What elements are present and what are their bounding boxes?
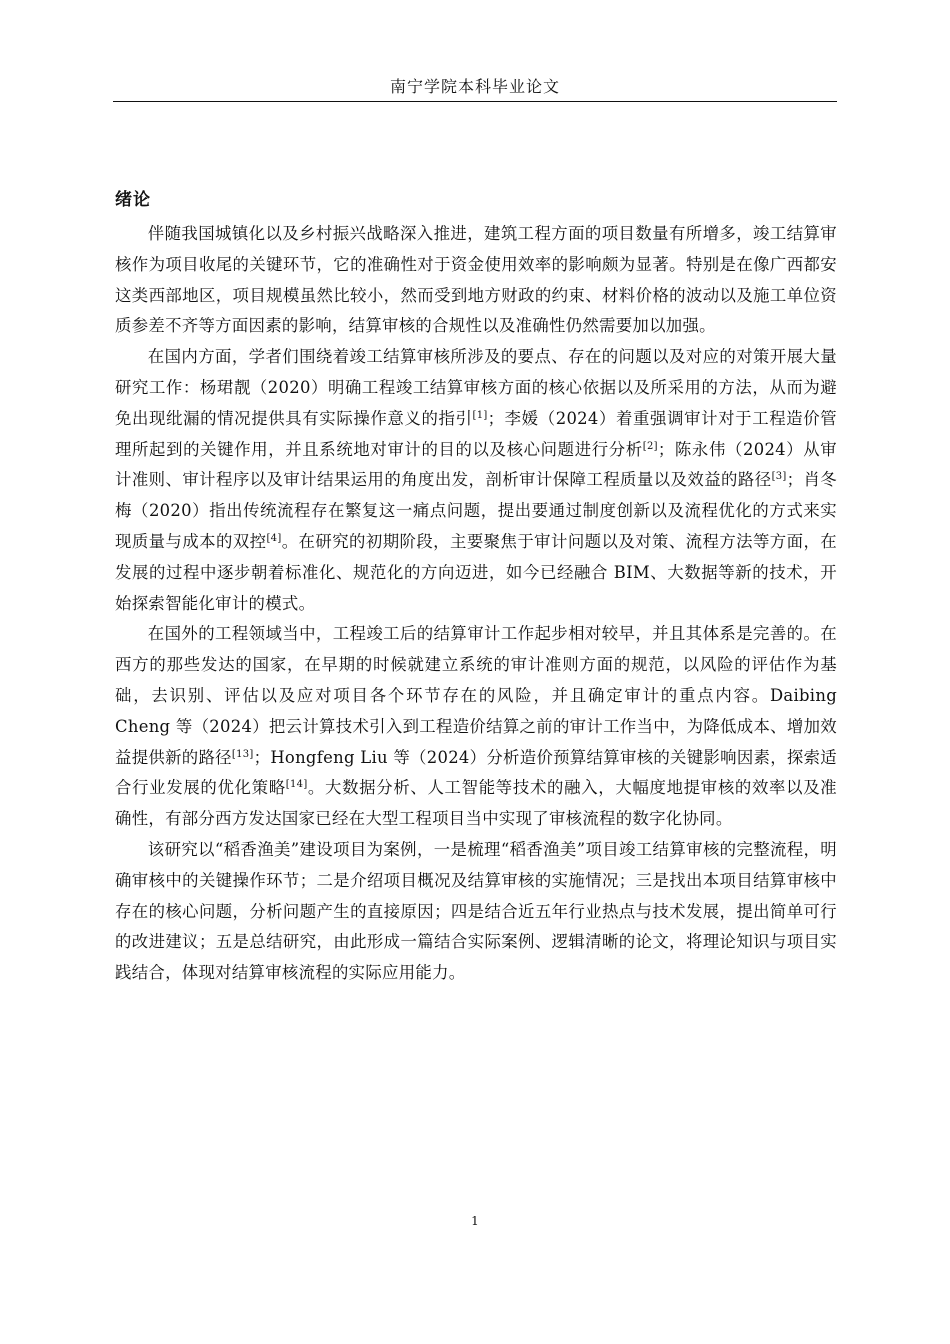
citation-marker: [2]: [642, 440, 658, 452]
paragraph-text: 伴随我国城镇化以及乡村振兴战略深入推进，建筑工程方面的项目数量有所增多，竣工结算审核作为项目收尾的关键环节，它的准确性对于资金使用效率的影响颇为显著。特别是在像广西都安这类西部地区，项目规模虽然比较小，然而受到地方财政的约束、材料价格的波动以及施工单位资质参差不齐等方面因素的影响，结算审核的合规性以及准确性仍然需要加以加强。: [115, 224, 837, 336]
paragraph-text: ；陈永伟（2024）从审计准则、审计程序以及审计结果运用的角度出发，剖析审计保障工程质量以及效益的路径: [115, 439, 837, 490]
paragraph-text: 在国内方面，学者们围绕着竣工结算审核所涉及的要点、存在的问题以及对应的对策开展大量研究工作：杨珺靓（2020）明确工程竣工结算审核方面的核心依据以及所采用的方法，从而为避免出现纰漏的情况提供具有实际操作意义的指引: [115, 347, 837, 428]
page-number: 1: [471, 1214, 479, 1228]
citation-marker: [14]: [285, 779, 308, 791]
citation-marker: [1]: [472, 409, 488, 421]
paragraph-text: 在国外的工程领域当中，工程竣工后的结算审计工作起步相对较早，并且其体系是完善的。在西方的那些发达的国家，在早期的时候就建立系统的审计准则方面的规范，以风险的评估作为基础，去识别、评估以及应对项目各个环节存在的风险，并且确定审计的重点内容。Daibing Cheng 等（2024）把云计算技术引入到工程造价结算之前的审计工作当中，为降低成本、增加效益提供新的路径: [115, 624, 837, 767]
section-heading: 绪论: [115, 190, 151, 210]
paragraph-text: 。在研究的初期阶段，主要聚焦于审计问题以及对策、流程方法等方面，在发展的过程中逐步朝着标准化、规范化的方向迈进，如今已经融合 BIM、大数据等新的技术，开始探索智能化审计的模式。: [115, 531, 837, 613]
paragraph-text: 。大数据分析、人工智能等技术的融入，大幅度地提审核的效率以及准确性，有部分西方发达国家已经在大型工程项目当中实现了审核流程的数字化协同。: [115, 778, 837, 829]
paragraph-text: 该研究以“稻香渔美”建设项目为案例，一是梳理“稻香渔美”项目竣工结算审核的完整流程，明确审核中的关键操作环节；二是介绍项目概况及结算审核的实施情况；三是找出本项目结算审核中存在的核心问题，分析问题产生的直接原因；四是结合近五年行业热点与技术发展，提出简单可行的改进建议；五是总结研究，由此形成一篇结合实际案例、逻辑清晰的论文，将理论知识与项目实践结合，体现对结算审核流程的实际应用能力。: [115, 839, 837, 983]
body-text: [115, 219, 837, 989]
paragraph: [115, 342, 837, 619]
citation-marker: [4]: [266, 532, 282, 544]
running-header: 南宁学院本科毕业论文: [389, 77, 560, 96]
paragraph-text: ；肖冬梅（2020）指出传统流程存在繁复这一痛点问题，提出要通过制度创新以及流程优化的方式来实现质量与成本的双控: [115, 470, 838, 551]
paragraph-text: ；Hongfeng Liu 等（2024）分析造价预算结算审核的关键影响因素，探索适合行业发展的优化策略: [115, 747, 837, 798]
paragraph: [115, 219, 837, 342]
paragraph: [115, 619, 837, 835]
citation-marker: [3]: [771, 471, 787, 483]
paragraph: [115, 835, 837, 989]
paragraph-text: ；李媛（2024）着重强调审计对于工程造价管理所起到的关键作用，并且系统地对审计的目的以及核心问题进行分析: [115, 408, 837, 459]
citation-marker: [13]: [231, 748, 254, 760]
header-rule: [113, 101, 837, 102]
